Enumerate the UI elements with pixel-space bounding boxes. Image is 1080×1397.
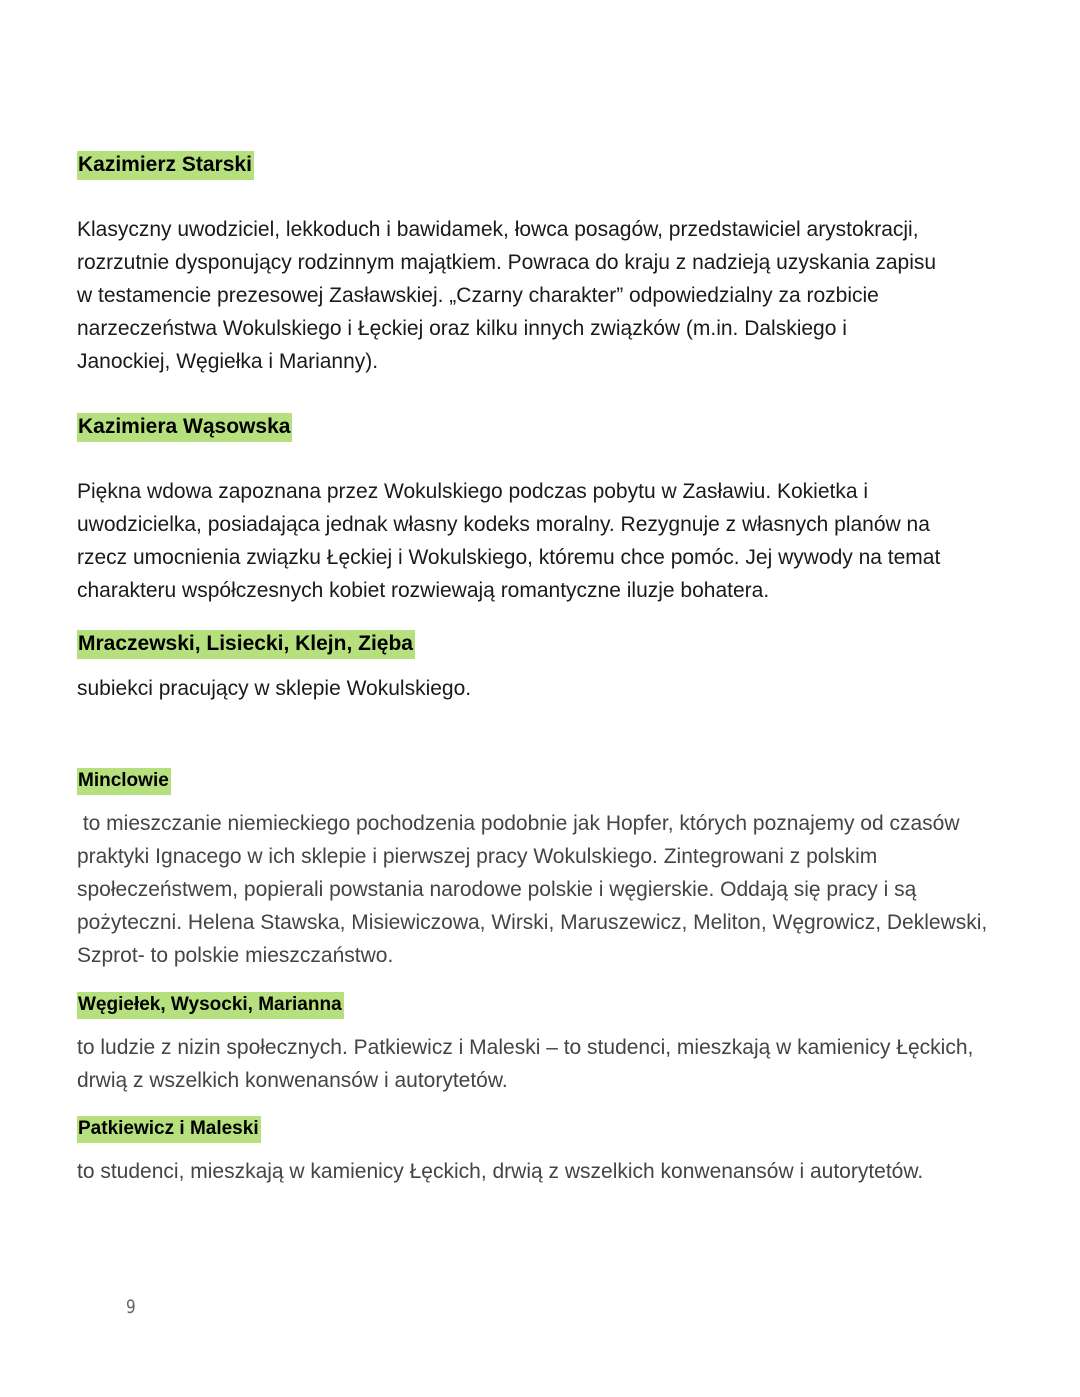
section-heading-patkiewicz: Patkiewicz i Maleski [77,1116,261,1143]
body-line: to studenci, mieszkają w kamienicy Łęckich, drwią z wszelkich konwenansów i autorytetów. [77,1160,924,1183]
body-line: Piękna wdowa zapoznana przez Wokulskiego podczas pobytu w Zasławiu. Kokietka i [77,480,869,503]
body-line: społeczeństwem, popierali powstania narodowe polskie i węgierskie. Oddają się pracy i są [77,878,917,901]
section-body-wegielek [77,1031,1037,1097]
section-body-minclowie [77,807,1037,972]
body-line: rzecz umocnienia związku Łęckiej i Wokulskiego, któremu chce pomóc. Jej wywody na temat [77,546,941,569]
body-line: praktyki Ignacego w ich sklepie i pierwszej pracy Wokulskiego. Zintegrowani z polskim [77,845,878,868]
section-heading-starski: Kazimierz Starski [77,151,254,180]
body-line: Klasyczny uwodziciel, lekkoduch i bawidamek, łowca posagów, przedstawiciel arystokracji, [77,218,919,241]
body-line: uwodzicielka, posiadająca jednak własny kodeks moralny. Rezygnuje z własnych planów na [77,513,930,536]
body-line: rozrzutnie dysponujący rodzinnym majątkiem. Powraca do kraju z nadzieją uzyskania zapisu [77,251,937,274]
section-body-starski [77,213,1037,378]
body-line: to mieszczanie niemieckiego pochodzenia podobnie jak Hopfer, których poznajemy od czasów [77,812,960,835]
body-line: Szprot- to polskie mieszczaństwo. [77,944,394,967]
body-line: drwią z wszelkich konwenansów i autorytetów. [77,1069,508,1092]
section-heading-subiekci: Mraczewski, Lisiecki, Klejn, Zięba [77,630,415,659]
section-heading-wegielek: Węgiełek, Wysocki, Marianna [77,992,344,1019]
body-line: w testamencie prezesowej Zasławskiej. „Czarny charakter” odpowiedzialny za rozbicie [77,284,879,307]
body-line: subiekci pracujący w sklepie Wokulskiego. [77,677,472,700]
body-line: narzeczeństwa Wokulskiego i Łęckiej oraz kilku innych związków (m.in. Dalskiego i [77,317,847,340]
page-number: 9 [126,1296,136,1318]
body-line: to ludzie z nizin społecznych. Patkiewicz i Maleski – to studenci, mieszkają w kamienicy Łęckich, [77,1036,974,1059]
body-line: pożyteczni. Helena Stawska, Misiewiczowa, Wirski, Maruszewicz, Meliton, Węgrowicz, Deklewski, [77,911,988,934]
section-heading-minclowie: Minclowie [77,768,171,795]
section-body-wasowska [77,475,1037,607]
section-body-subiekci [77,672,1037,705]
body-line: Janockiej, Węgiełka i Marianny). [77,350,379,373]
section-heading-wasowska: Kazimiera Wąsowska [77,413,292,442]
body-line: charakteru współczesnych kobiet rozwiewają romantyczne iluzje bohatera. [77,579,770,602]
section-body-patkiewicz [77,1155,1037,1188]
